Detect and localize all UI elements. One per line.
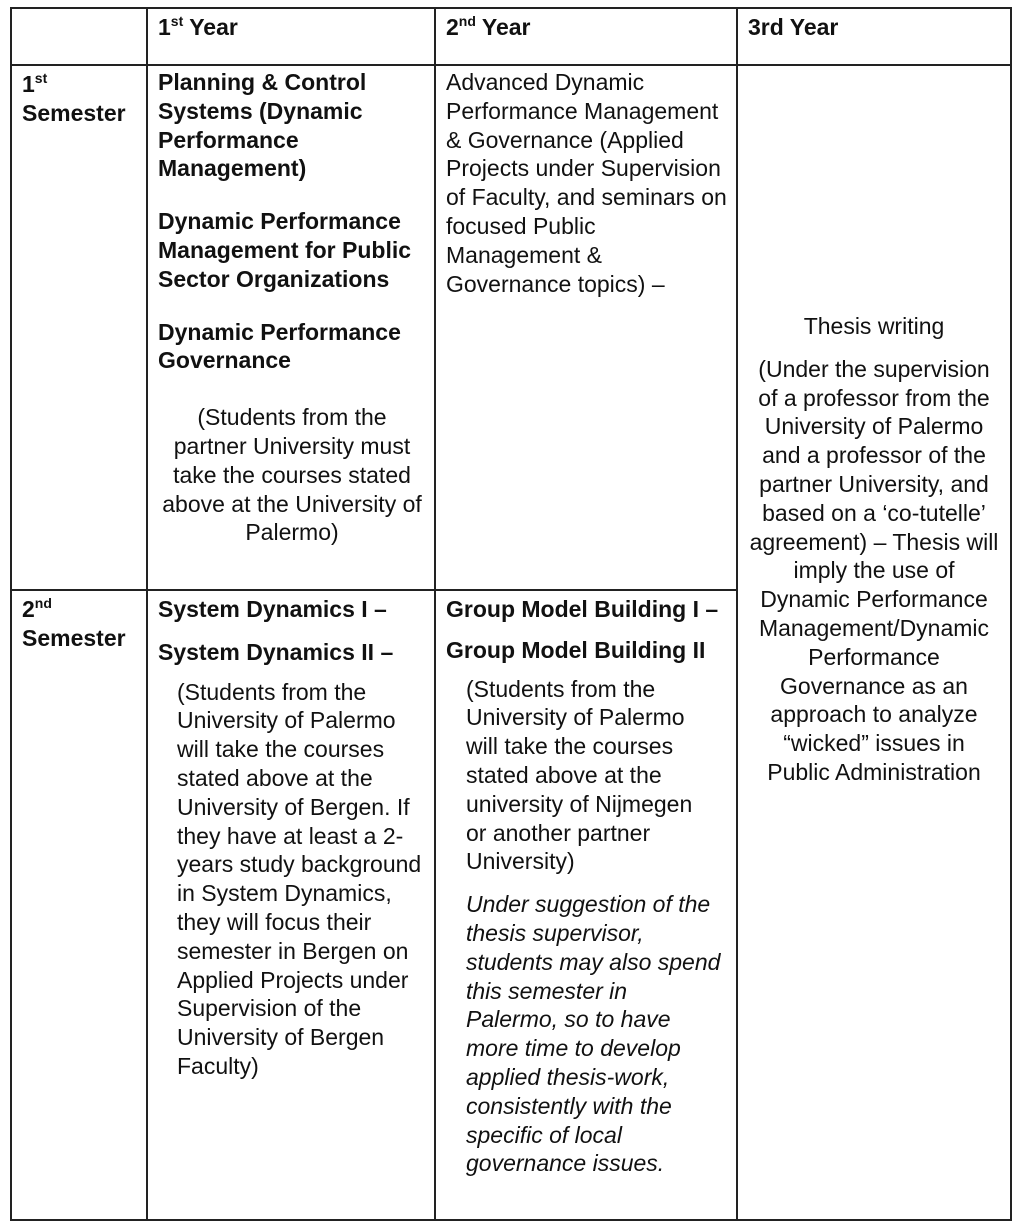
course-group-model-building-1: Group Model Building I – — [446, 596, 719, 622]
sem1-year1-note: (Students from the partner University must take the courses stated above at the University of Palermo) — [162, 404, 422, 546]
course-system-dynamics-2: System Dynamics II – — [158, 638, 394, 665]
corner-cell — [11, 8, 147, 65]
header-year-1: 1st Year — [147, 8, 435, 65]
course-advanced-dpm: Advanced Dynamic Performance Management & Governance (Applied Projects under Supervision of Faculty, and seminars on focused Public Management & Governance topics) – — [446, 69, 727, 297]
course-dpg: Dynamic Performance Governance — [158, 318, 401, 374]
sem2-year2-cell — [435, 590, 737, 1220]
semester-1-row — [11, 65, 1011, 590]
sem2-year1-cell — [147, 590, 435, 1220]
course-dpm-public-sector: Dynamic Performance Management for Public Sector Organizations — [158, 208, 412, 292]
course-planning-control: Planning & Control Systems (Dynamic Performance Management) — [158, 69, 367, 182]
sem1-year2-cell — [435, 65, 737, 590]
sem2-year1-note: (Students from the University of Palermo will take the courses stated above at the University of Bergen. If they have at least a 2-years study background in System Dynamics, they will focus their semester in Bergen on Applied Projects under Supervision of the University of Bergen Faculty) — [177, 678, 422, 1079]
header-year-2: 2nd Year — [435, 8, 737, 65]
course-group-model-building-2: Group Model Building II — [446, 636, 706, 663]
year3-thesis-cell — [737, 65, 1011, 1220]
thesis-description: (Under the supervision of a professor from the University of Palermo and a professor of the partner University, and based on a ‘co-tutelle’ agreement) – Thesis will imply the use of Dynamic Performance Management/Dynamic Performance Governance as an approach to analyze “wicked” issues in Public Administration — [749, 355, 999, 785]
course-system-dynamics-1: System Dynamics I – — [158, 596, 387, 622]
semester-1-label: 1st Semester — [11, 65, 147, 590]
sem2-year2-italic-note: Under suggestion of the thesis supervisor, students may also spend this semester in Palermo, so to have more time to develop applied thesis-work, consistently with the specific of local governance issues. — [466, 891, 721, 1177]
study-plan-table — [10, 7, 1012, 1221]
sem1-year1-cell — [147, 65, 435, 590]
sem2-year2-note: (Students from the University of Palermo will take the courses stated above at the university of Nijmegen or another partner University) — [466, 675, 693, 875]
header-row — [11, 8, 1011, 65]
header-year-3: 3rd Year — [737, 8, 1011, 65]
semester-2-label: 2nd Semester — [11, 590, 147, 1220]
thesis-title: Thesis writing — [803, 313, 945, 339]
